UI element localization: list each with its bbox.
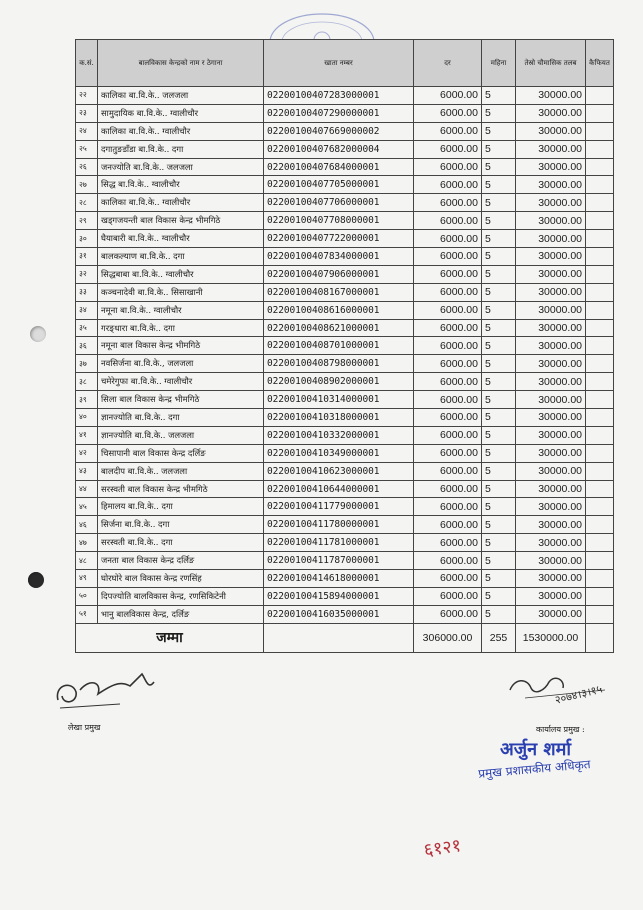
row-account-number: 02200100408701000001 <box>264 337 414 355</box>
row-account-number: 02200100408798000001 <box>264 355 414 373</box>
table-row <box>76 104 614 122</box>
row-rate: 6000.00 <box>414 265 482 283</box>
row-amount: 30000.00 <box>516 212 586 230</box>
row-sn: ३४ <box>76 301 98 319</box>
col-header-remarks: कैफियत <box>586 40 614 87</box>
row-center-name: सिला बाल विकास केन्द्र भीमगिठे <box>98 391 264 409</box>
table-row <box>76 462 614 480</box>
row-sn: ३० <box>76 230 98 248</box>
row-account-number: 02200100407682000004 <box>264 140 414 158</box>
row-account-number: 02200100408616000001 <box>264 301 414 319</box>
row-remarks <box>586 122 614 140</box>
row-months: 5 <box>482 587 516 605</box>
row-amount: 30000.00 <box>516 176 586 194</box>
row-center-name: चिसापानी बाल विकास केन्द्र दर्लिङ <box>98 444 264 462</box>
row-rate: 6000.00 <box>414 283 482 301</box>
table-row <box>76 409 614 427</box>
row-amount: 30000.00 <box>516 605 586 623</box>
row-amount: 30000.00 <box>516 462 586 480</box>
row-sn: २६ <box>76 158 98 176</box>
row-remarks <box>586 248 614 266</box>
row-months: 5 <box>482 319 516 337</box>
table-row <box>76 587 614 605</box>
row-amount: 30000.00 <box>516 444 586 462</box>
table-row <box>76 444 614 462</box>
row-remarks <box>586 480 614 498</box>
row-center-name: जनता बाल विकास केन्द्र दर्लिङ <box>98 552 264 570</box>
row-account-number: 02200100407706000001 <box>264 194 414 212</box>
row-sn: ५० <box>76 587 98 605</box>
table-row <box>76 337 614 355</box>
row-sn: २७ <box>76 176 98 194</box>
row-rate: 6000.00 <box>414 391 482 409</box>
row-center-name: भानु बालविकास केन्द्र, दर्लिङ <box>98 605 264 623</box>
table-row <box>76 140 614 158</box>
table-row <box>76 301 614 319</box>
row-sn: ३१ <box>76 248 98 266</box>
row-remarks <box>586 212 614 230</box>
row-sn: ३६ <box>76 337 98 355</box>
row-amount: 30000.00 <box>516 337 586 355</box>
accounts-head-role: लेखा प्रमुख <box>68 723 101 732</box>
table-row <box>76 552 614 570</box>
row-rate: 6000.00 <box>414 444 482 462</box>
row-account-number: 02200100407722000001 <box>264 230 414 248</box>
row-months: 5 <box>482 248 516 266</box>
col-header-account: खाता नम्बर <box>264 40 414 87</box>
page-number-mark-text: ६१२१ <box>422 835 463 862</box>
row-account-number: 02200100410349000001 <box>264 444 414 462</box>
row-account-number: 02200100411780000001 <box>264 516 414 534</box>
row-amount: 30000.00 <box>516 158 586 176</box>
row-rate: 6000.00 <box>414 337 482 355</box>
row-months: 5 <box>482 194 516 212</box>
row-months: 5 <box>482 426 516 444</box>
row-remarks <box>586 498 614 516</box>
row-months: 5 <box>482 301 516 319</box>
row-amount: 30000.00 <box>516 552 586 570</box>
table-row <box>76 534 614 552</box>
row-remarks <box>586 534 614 552</box>
table-row <box>76 373 614 391</box>
row-account-number: 02200100411779000001 <box>264 498 414 516</box>
row-months: 5 <box>482 104 516 122</box>
row-remarks <box>586 104 614 122</box>
row-sn: ३७ <box>76 355 98 373</box>
row-months: 5 <box>482 605 516 623</box>
row-rate: 6000.00 <box>414 301 482 319</box>
row-sn: ४२ <box>76 444 98 462</box>
row-remarks <box>586 337 614 355</box>
row-rate: 6000.00 <box>414 122 482 140</box>
row-sn: ३२ <box>76 265 98 283</box>
row-amount: 30000.00 <box>516 587 586 605</box>
row-sn: २५ <box>76 140 98 158</box>
table-row <box>76 176 614 194</box>
row-remarks <box>586 158 614 176</box>
total-row <box>76 623 614 652</box>
row-months: 5 <box>482 355 516 373</box>
row-center-name: बालकल्याण बा.वि.के.. दगा <box>98 248 264 266</box>
row-rate: 6000.00 <box>414 176 482 194</box>
office-head-signature <box>505 660 615 710</box>
row-months: 5 <box>482 534 516 552</box>
row-account-number: 02200100410314000001 <box>264 391 414 409</box>
row-months: 5 <box>482 373 516 391</box>
table-header-row <box>76 40 614 87</box>
row-sn: ४६ <box>76 516 98 534</box>
row-remarks <box>586 409 614 427</box>
row-amount: 30000.00 <box>516 283 586 301</box>
row-account-number: 02200100411787000001 <box>264 552 414 570</box>
row-amount: 30000.00 <box>516 140 586 158</box>
row-sn: २८ <box>76 194 98 212</box>
row-remarks <box>586 444 614 462</box>
row-amount: 30000.00 <box>516 570 586 588</box>
row-months: 5 <box>482 265 516 283</box>
row-months: 5 <box>482 230 516 248</box>
punch-hole <box>30 326 46 342</box>
row-rate: 6000.00 <box>414 158 482 176</box>
row-months: 5 <box>482 570 516 588</box>
page-number-mark <box>420 820 475 870</box>
table-row <box>76 605 614 623</box>
total-rate: 306000.00 <box>414 623 482 652</box>
row-amount: 30000.00 <box>516 355 586 373</box>
row-center-name: सरस्वती बाल विकास केन्द्र भीमगिठे <box>98 480 264 498</box>
row-months: 5 <box>482 391 516 409</box>
table-row <box>76 158 614 176</box>
row-sn: ४४ <box>76 480 98 498</box>
row-months: 5 <box>482 158 516 176</box>
total-amount: 1530000.00 <box>516 623 586 652</box>
row-center-name: सिद्धबाबा बा.वि.के.. ग्वालीचौर <box>98 265 264 283</box>
row-sn: ३५ <box>76 319 98 337</box>
table-row <box>76 498 614 516</box>
row-amount: 30000.00 <box>516 319 586 337</box>
row-months: 5 <box>482 409 516 427</box>
row-sn: ३९ <box>76 391 98 409</box>
total-account-cell <box>264 623 414 652</box>
row-amount: 30000.00 <box>516 230 586 248</box>
accounts-head-signature <box>50 660 160 715</box>
row-account-number: 02200100411781000001 <box>264 534 414 552</box>
officer-name-stamp: अर्जुन शर्मा <box>500 739 572 760</box>
row-sn: ४९ <box>76 570 98 588</box>
row-sn: ४५ <box>76 498 98 516</box>
row-center-name: नवसिर्जना बा.वि.के., जलजला <box>98 355 264 373</box>
table-row <box>76 283 614 301</box>
row-center-name: नमूना बा.वि.के.. ग्वालीचौर <box>98 301 264 319</box>
punch-hole <box>28 572 44 588</box>
row-rate: 6000.00 <box>414 516 482 534</box>
row-amount: 30000.00 <box>516 104 586 122</box>
row-account-number: 02200100408902000001 <box>264 373 414 391</box>
row-sn: २४ <box>76 122 98 140</box>
table-row <box>76 319 614 337</box>
row-amount: 30000.00 <box>516 87 586 105</box>
row-months: 5 <box>482 337 516 355</box>
row-months: 5 <box>482 122 516 140</box>
row-rate: 6000.00 <box>414 248 482 266</box>
row-center-name: ज्ञानज्योति बा.वि.के.. जलजला <box>98 426 264 444</box>
row-center-name: बालदीप बा.वि.के.. जलजला <box>98 462 264 480</box>
row-amount: 30000.00 <box>516 248 586 266</box>
row-center-name: सिद्ध बा.वि.के.. ग्वालीचौर <box>98 176 264 194</box>
row-sn: ३८ <box>76 373 98 391</box>
table-row <box>76 212 614 230</box>
total-remarks-cell <box>586 623 614 652</box>
row-rate: 6000.00 <box>414 87 482 105</box>
table-row <box>76 570 614 588</box>
row-center-name: कञ्चनादेवी बा.वि.के.. सिसाखानी <box>98 283 264 301</box>
row-center-name: हिमालय बा.वि.के.. दगा <box>98 498 264 516</box>
row-rate: 6000.00 <box>414 104 482 122</box>
row-center-name: कालिका बा.वि.के.. ग्वालीचौर <box>98 122 264 140</box>
row-sn: ४८ <box>76 552 98 570</box>
row-sn: ४३ <box>76 462 98 480</box>
total-label: जम्मा <box>76 623 264 652</box>
row-account-number: 02200100407669000002 <box>264 122 414 140</box>
row-center-name: नमूना बाल विकास केन्द्र भीमगिठे <box>98 337 264 355</box>
table-row <box>76 230 614 248</box>
row-amount: 30000.00 <box>516 122 586 140</box>
row-months: 5 <box>482 87 516 105</box>
row-rate: 6000.00 <box>414 373 482 391</box>
row-rate: 6000.00 <box>414 194 482 212</box>
table-row <box>76 355 614 373</box>
row-remarks <box>586 355 614 373</box>
row-rate: 6000.00 <box>414 462 482 480</box>
row-remarks <box>586 462 614 480</box>
row-amount: 30000.00 <box>516 373 586 391</box>
row-center-name: सामुदायिक बा.वि.के.. ग्वालीचौर <box>98 104 264 122</box>
col-header-total-salary: तेस्रो चौमासिक तलब <box>516 40 586 87</box>
table-row <box>76 122 614 140</box>
row-account-number: 02200100408621000001 <box>264 319 414 337</box>
table-row <box>76 480 614 498</box>
row-rate: 6000.00 <box>414 498 482 516</box>
row-months: 5 <box>482 283 516 301</box>
row-amount: 30000.00 <box>516 516 586 534</box>
row-remarks <box>586 426 614 444</box>
row-remarks <box>586 319 614 337</box>
table-body <box>76 87 614 624</box>
salary-table <box>75 39 614 653</box>
table-row <box>76 87 614 105</box>
row-remarks <box>586 265 614 283</box>
row-months: 5 <box>482 212 516 230</box>
row-center-name: घैयाबारी बा.वि.के.. ग्वालीचौर <box>98 230 264 248</box>
row-amount: 30000.00 <box>516 498 586 516</box>
row-sn: २९ <box>76 212 98 230</box>
row-remarks <box>586 552 614 570</box>
row-center-name: दिपज्योति बालविकास केन्द्र, रणसिकिटेनी <box>98 587 264 605</box>
row-account-number: 02200100410332000001 <box>264 426 414 444</box>
row-rate: 6000.00 <box>414 534 482 552</box>
row-months: 5 <box>482 140 516 158</box>
row-rate: 6000.00 <box>414 230 482 248</box>
row-remarks <box>586 605 614 623</box>
col-header-center: बालविकास केन्द्रको नाम र ठेगाना <box>98 40 264 87</box>
row-center-name: कालिका बा.वि.के.. ग्वालीचौर <box>98 194 264 212</box>
col-header-sn: क.सं. <box>76 40 98 87</box>
row-amount: 30000.00 <box>516 301 586 319</box>
row-account-number: 02200100407290000001 <box>264 104 414 122</box>
row-sn: ३३ <box>76 283 98 301</box>
row-account-number: 02200100410318000001 <box>264 409 414 427</box>
row-remarks <box>586 283 614 301</box>
table-row <box>76 516 614 534</box>
row-months: 5 <box>482 176 516 194</box>
row-rate: 6000.00 <box>414 426 482 444</box>
row-center-name: सरस्वती बा.वि.के.. दगा <box>98 534 264 552</box>
row-center-name: सिर्जना बा.वि.के.. दगा <box>98 516 264 534</box>
row-remarks <box>586 194 614 212</box>
table-row <box>76 194 614 212</box>
row-remarks <box>586 570 614 588</box>
row-amount: 30000.00 <box>516 265 586 283</box>
row-rate: 6000.00 <box>414 587 482 605</box>
row-amount: 30000.00 <box>516 194 586 212</box>
row-account-number: 02200100414618000001 <box>264 570 414 588</box>
row-center-name: घोरघोरे बाल विकास केन्द्र रणसिंह <box>98 570 264 588</box>
row-sn: ४१ <box>76 426 98 444</box>
row-rate: 6000.00 <box>414 605 482 623</box>
row-account-number: 02200100410644000001 <box>264 480 414 498</box>
row-sn: २२ <box>76 87 98 105</box>
table-row <box>76 265 614 283</box>
row-account-number: 02200100407708000001 <box>264 212 414 230</box>
row-remarks <box>586 516 614 534</box>
row-remarks <box>586 373 614 391</box>
table-row <box>76 426 614 444</box>
officer-title-stamp: प्रमुख प्रशासकीय अधिकृत <box>477 757 592 781</box>
row-account-number: 02200100407283000001 <box>264 87 414 105</box>
row-account-number: 02200100407684000001 <box>264 158 414 176</box>
row-amount: 30000.00 <box>516 426 586 444</box>
row-amount: 30000.00 <box>516 480 586 498</box>
total-months: 255 <box>482 623 516 652</box>
row-remarks <box>586 230 614 248</box>
row-center-name: ज्ञानज्योति बा.वि.के.. दगा <box>98 409 264 427</box>
row-months: 5 <box>482 480 516 498</box>
row-account-number: 02200100410623000001 <box>264 462 414 480</box>
row-amount: 30000.00 <box>516 409 586 427</box>
row-remarks <box>586 140 614 158</box>
row-center-name: कालिका बा.वि.के.. जलजला <box>98 87 264 105</box>
row-amount: 30000.00 <box>516 534 586 552</box>
row-account-number: 02200100415894000001 <box>264 587 414 605</box>
row-months: 5 <box>482 444 516 462</box>
row-account-number: 02200100416035000001 <box>264 605 414 623</box>
row-months: 5 <box>482 462 516 480</box>
row-months: 5 <box>482 516 516 534</box>
row-rate: 6000.00 <box>414 570 482 588</box>
row-months: 5 <box>482 552 516 570</box>
row-amount: 30000.00 <box>516 391 586 409</box>
row-rate: 6000.00 <box>414 212 482 230</box>
row-sn: २३ <box>76 104 98 122</box>
row-rate: 6000.00 <box>414 552 482 570</box>
row-months: 5 <box>482 498 516 516</box>
row-account-number: 02200100407834000001 <box>264 248 414 266</box>
col-header-rate: दर <box>414 40 482 87</box>
row-rate: 6000.00 <box>414 319 482 337</box>
row-rate: 6000.00 <box>414 140 482 158</box>
row-remarks <box>586 301 614 319</box>
row-rate: 6000.00 <box>414 480 482 498</box>
row-remarks <box>586 391 614 409</box>
row-sn: ४७ <box>76 534 98 552</box>
row-center-name: गरङ्धारा बा.वि.के.. दगा <box>98 319 264 337</box>
row-sn: ४० <box>76 409 98 427</box>
row-account-number: 02200100407705000001 <box>264 176 414 194</box>
row-center-name: चमेरेगुफा बा.वि.के.. ग्वालीचौर <box>98 373 264 391</box>
table-row <box>76 248 614 266</box>
row-remarks <box>586 176 614 194</box>
office-head-date: २०७४।३।१५ <box>553 682 604 707</box>
row-center-name: दगातुङडाँडा बा.वि.के.. दगा <box>98 140 264 158</box>
col-header-months: महिना <box>482 40 516 87</box>
office-head-role: कार्यालय प्रमुख : <box>536 725 585 734</box>
row-account-number: 02200100408167000001 <box>264 283 414 301</box>
row-account-number: 02200100407906000001 <box>264 265 414 283</box>
row-rate: 6000.00 <box>414 409 482 427</box>
table-row <box>76 391 614 409</box>
row-center-name: जनज्योति बा.वि.के.. जलजला <box>98 158 264 176</box>
row-remarks <box>586 87 614 105</box>
row-center-name: खड्गजयन्ती बाल विकास केन्द्र भीमगिठे <box>98 212 264 230</box>
row-remarks <box>586 587 614 605</box>
row-rate: 6000.00 <box>414 355 482 373</box>
row-sn: ५१ <box>76 605 98 623</box>
